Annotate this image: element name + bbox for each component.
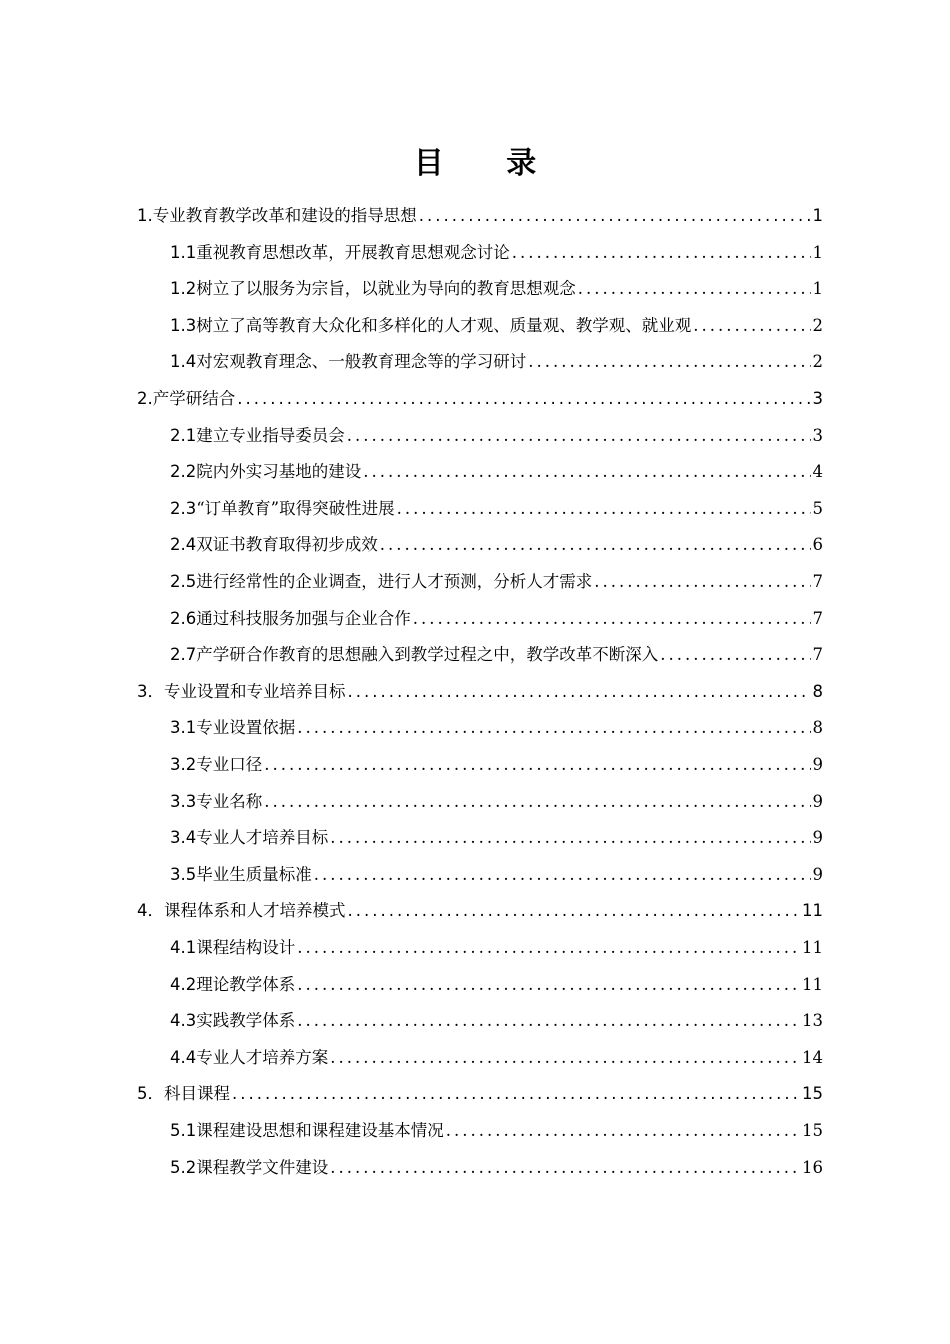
- toc-entry-label: [170, 1154, 328, 1182]
- toc-entry-text: 专业人才培养方案: [196, 1047, 329, 1067]
- toc-entry-label: [170, 605, 411, 633]
- toc-entry-text: 实践教学体系: [196, 1011, 296, 1031]
- toc-page-number: 11: [802, 938, 823, 957]
- toc-entry-number: 5.2: [170, 1157, 197, 1177]
- toc-dot-leader: [419, 202, 811, 230]
- toc-entry-number: 1.1: [170, 242, 197, 262]
- toc-entry-label: [170, 824, 328, 852]
- toc-entry-number: 3.2: [170, 755, 197, 774]
- toc-dot-leader: [232, 1080, 800, 1108]
- toc-entry-label: [137, 1080, 230, 1108]
- toc-subsection-entry[interactable]: [170, 1117, 823, 1145]
- toc-page-number: 4: [812, 462, 823, 482]
- toc-page-number: 3: [812, 389, 823, 408]
- toc-dot-leader: [512, 239, 811, 267]
- toc-entry-text: 专业名称: [196, 791, 263, 811]
- toc-page-number: 11: [802, 901, 823, 921]
- toc-entry-text: 课程体系和人才培养模式: [164, 901, 346, 921]
- toc-dot-leader: [330, 1154, 800, 1182]
- toc-entry-label: [170, 458, 361, 486]
- toc-entry-text: 对宏观教育理念、一般教育理念等的学习研讨: [196, 352, 527, 372]
- toc-title: 目 录: [413, 146, 563, 181]
- toc-entry-label: [170, 1117, 444, 1145]
- toc-entry-number: 2.4: [170, 535, 197, 555]
- toc-subsection-entry[interactable]: [170, 422, 823, 450]
- toc-entry-number: 3．: [137, 681, 164, 701]
- toc-entry-label: [170, 531, 378, 559]
- toc-entry-label: [170, 568, 592, 596]
- toc-entry-number: 3.4: [170, 828, 197, 848]
- toc-dot-leader: [347, 422, 811, 450]
- toc-entry-number: 1.: [137, 206, 153, 225]
- toc-entry-text: 科目课程: [164, 1084, 230, 1104]
- toc-dot-leader: [528, 348, 810, 376]
- toc-section-entry[interactable]: [137, 897, 823, 925]
- toc-entry-text: 树立了高等教育大众化和多样化的人才观、质量观、教学观、就业观: [196, 315, 692, 335]
- toc-section-entry[interactable]: [137, 385, 823, 413]
- toc-page-number: 16: [802, 1157, 823, 1177]
- toc-dot-leader: [237, 385, 810, 413]
- toc-dot-leader: [578, 275, 811, 303]
- toc-entry-number: 3.1: [170, 718, 197, 738]
- toc-entry-number: 5.1: [170, 1121, 197, 1140]
- toc-entry-number: 2.5: [170, 572, 197, 591]
- toc-entry-text: 专业教育教学改革和建设的指导思想: [152, 206, 417, 225]
- toc-page-number: 7: [812, 608, 823, 628]
- toc-entry-number: 2.1: [170, 425, 197, 445]
- toc-subsection-entry[interactable]: [170, 458, 823, 486]
- toc-dot-leader: [297, 1007, 800, 1035]
- toc-subsection-entry[interactable]: [170, 641, 823, 669]
- toc-page-number: 1: [812, 206, 823, 225]
- toc-dot-leader: [297, 934, 800, 962]
- toc-entry-label: [170, 751, 262, 779]
- toc-entry-number: 4.1: [170, 938, 197, 957]
- toc-page-number: 13: [802, 1011, 823, 1031]
- toc-entry-label: [137, 202, 417, 230]
- toc-entry-text: 专业人才培养目标: [196, 828, 329, 848]
- toc-entry-text: 课程教学文件建设: [196, 1157, 329, 1177]
- toc-page-number: 3: [812, 425, 823, 445]
- toc-dot-leader: [660, 641, 810, 669]
- toc-entry-label: [137, 385, 235, 413]
- toc-entry-label: [170, 495, 395, 523]
- toc-entry-number: 4．: [137, 901, 164, 921]
- toc-entry-label: [170, 422, 345, 450]
- toc-entry-text: 院内外实习基地的建设: [196, 462, 362, 482]
- toc-entry-number: 1.2: [170, 279, 197, 299]
- toc-dot-leader: [314, 861, 811, 889]
- toc-entry-text: 专业设置和专业培养目标: [164, 681, 346, 701]
- toc-subsection-entry[interactable]: [170, 568, 823, 596]
- toc-page-number: 6: [812, 535, 823, 555]
- toc-entry-label: [137, 678, 346, 706]
- toc-page-number: 1: [812, 279, 823, 299]
- toc-page-number: 9: [812, 828, 823, 848]
- toc-entry-label: [170, 1007, 295, 1035]
- toc-section-entry[interactable]: [137, 1080, 823, 1108]
- toc-subsection-entry[interactable]: [170, 714, 823, 742]
- toc-dot-leader: [693, 312, 810, 340]
- toc-dot-leader: [330, 1044, 800, 1072]
- toc-page-number: 15: [802, 1084, 823, 1104]
- toc-entry-label: [170, 348, 526, 376]
- toc-dot-leader: [348, 897, 801, 925]
- toc-entry-number: 2.: [137, 389, 153, 408]
- toc-dot-leader: [380, 531, 811, 559]
- toc-page-number: 2: [812, 352, 823, 372]
- toc-entry-label: [170, 971, 295, 999]
- toc-subsection-entry[interactable]: [170, 971, 823, 999]
- toc-entry-text: 专业设置依据: [196, 718, 296, 738]
- toc-dot-leader: [397, 495, 811, 523]
- toc-dot-leader: [594, 568, 810, 596]
- toc-dot-leader: [446, 1117, 800, 1145]
- toc-entry-label: [137, 897, 346, 925]
- toc-page-number: 7: [812, 645, 823, 665]
- toc-entry-number: 1.3: [170, 315, 197, 335]
- toc-subsection-entry[interactable]: [170, 275, 823, 303]
- toc-subsection-entry[interactable]: [170, 861, 823, 889]
- toc-page-number: 5: [812, 498, 823, 518]
- toc-entry-label: [170, 714, 295, 742]
- toc-entry-label: [170, 239, 510, 267]
- toc-subsection-entry[interactable]: [170, 348, 823, 376]
- toc-page-number: 2: [812, 315, 823, 335]
- toc-page-number: 14: [802, 1047, 823, 1067]
- toc-entry-number: 2.3: [170, 498, 197, 518]
- toc-entry-label: [170, 312, 691, 340]
- toc-entry-number: 4.4: [170, 1047, 197, 1067]
- toc-entry-label: [170, 934, 295, 962]
- toc-entry-label: [170, 275, 576, 303]
- toc-subsection-entry[interactable]: [170, 531, 823, 559]
- toc-page-number: 8: [812, 718, 823, 738]
- toc-subsection-entry[interactable]: [170, 824, 823, 852]
- toc-page-number: 1: [812, 242, 823, 262]
- toc-entry-text: 进行经常性的企业调查，进行人才预测，分析人才需求: [196, 572, 593, 591]
- toc-entry-label: [170, 861, 312, 889]
- toc-entry-text: 理论教学体系: [196, 974, 296, 994]
- toc-subsection-entry[interactable]: [170, 1044, 823, 1072]
- toc-page-number: 8: [812, 681, 823, 701]
- toc-entry-number: 2.2: [170, 462, 197, 482]
- toc-dot-leader: [363, 458, 810, 486]
- toc-entry-text: 建立专业指导委员会: [196, 425, 345, 445]
- toc-subsection-entry[interactable]: [170, 605, 823, 633]
- toc-subsection-entry[interactable]: [170, 788, 823, 816]
- toc-entry-number: 2.7: [170, 645, 197, 665]
- toc-subsection-entry[interactable]: [170, 312, 823, 340]
- toc-page-number: 9: [812, 864, 823, 884]
- toc-entry-label: [170, 788, 262, 816]
- toc-entry-text: 课程建设思想和课程建设基本情况: [196, 1121, 444, 1140]
- toc-entry-number: 3.3: [170, 791, 197, 811]
- toc-entry-label: [170, 1044, 328, 1072]
- toc-subsection-entry[interactable]: [170, 934, 823, 962]
- toc-entry-number: 5．: [137, 1084, 164, 1104]
- toc-entry-text: “订单教育”取得突破性进展: [196, 498, 395, 518]
- toc-entry-text: 产学研结合: [152, 389, 236, 408]
- toc-entry-text: 课程结构设计: [196, 938, 296, 957]
- toc-entry-number: 3.5: [170, 864, 197, 884]
- toc-dot-leader: [330, 824, 810, 852]
- toc-dot-leader: [264, 788, 810, 816]
- toc-page-number: 15: [802, 1121, 823, 1140]
- toc-entry-text: 产学研合作教育的思想融入到教学过程之中，教学改革不断深入: [196, 645, 659, 665]
- toc-entry-text: 重视教育思想改革，开展教育思想观念讨论: [196, 242, 510, 262]
- toc-subsection-entry[interactable]: [170, 1007, 823, 1035]
- toc-section-entry[interactable]: [137, 678, 823, 706]
- toc-entry-text: 通过科技服务加强与企业合作: [196, 608, 411, 628]
- toc-subsection-entry[interactable]: [170, 495, 823, 523]
- toc-dot-leader: [297, 714, 810, 742]
- toc-subsection-entry[interactable]: [170, 239, 823, 267]
- toc-subsection-entry[interactable]: [170, 751, 823, 779]
- toc-entry-number: 2.6: [170, 608, 197, 628]
- toc-entry-text: 双证书教育取得初步成效: [196, 535, 378, 555]
- toc-page-number: 9: [812, 755, 823, 774]
- toc-page-number: 11: [802, 974, 823, 994]
- toc-dot-leader: [413, 605, 811, 633]
- toc-subsection-entry[interactable]: [170, 1154, 823, 1182]
- toc-entry-number: 4.3: [170, 1011, 197, 1031]
- toc-section-entry[interactable]: [137, 202, 823, 230]
- toc-dot-leader: [297, 971, 800, 999]
- toc-entry-label: [170, 641, 658, 669]
- toc-entry-number: 4.2: [170, 974, 197, 994]
- toc-page-number: 9: [812, 791, 823, 811]
- toc-entry-text: 专业口径: [196, 755, 263, 774]
- toc-dot-leader: [264, 751, 810, 779]
- toc-dot-leader: [348, 678, 811, 706]
- toc-page-number: 7: [812, 572, 823, 591]
- toc-entry-text: 毕业生质量标准: [196, 864, 312, 884]
- toc-entry-number: 1.4: [170, 352, 197, 372]
- toc-entry-text: 树立了以服务为宗旨，以就业为导向的教育思想观念: [196, 279, 576, 299]
